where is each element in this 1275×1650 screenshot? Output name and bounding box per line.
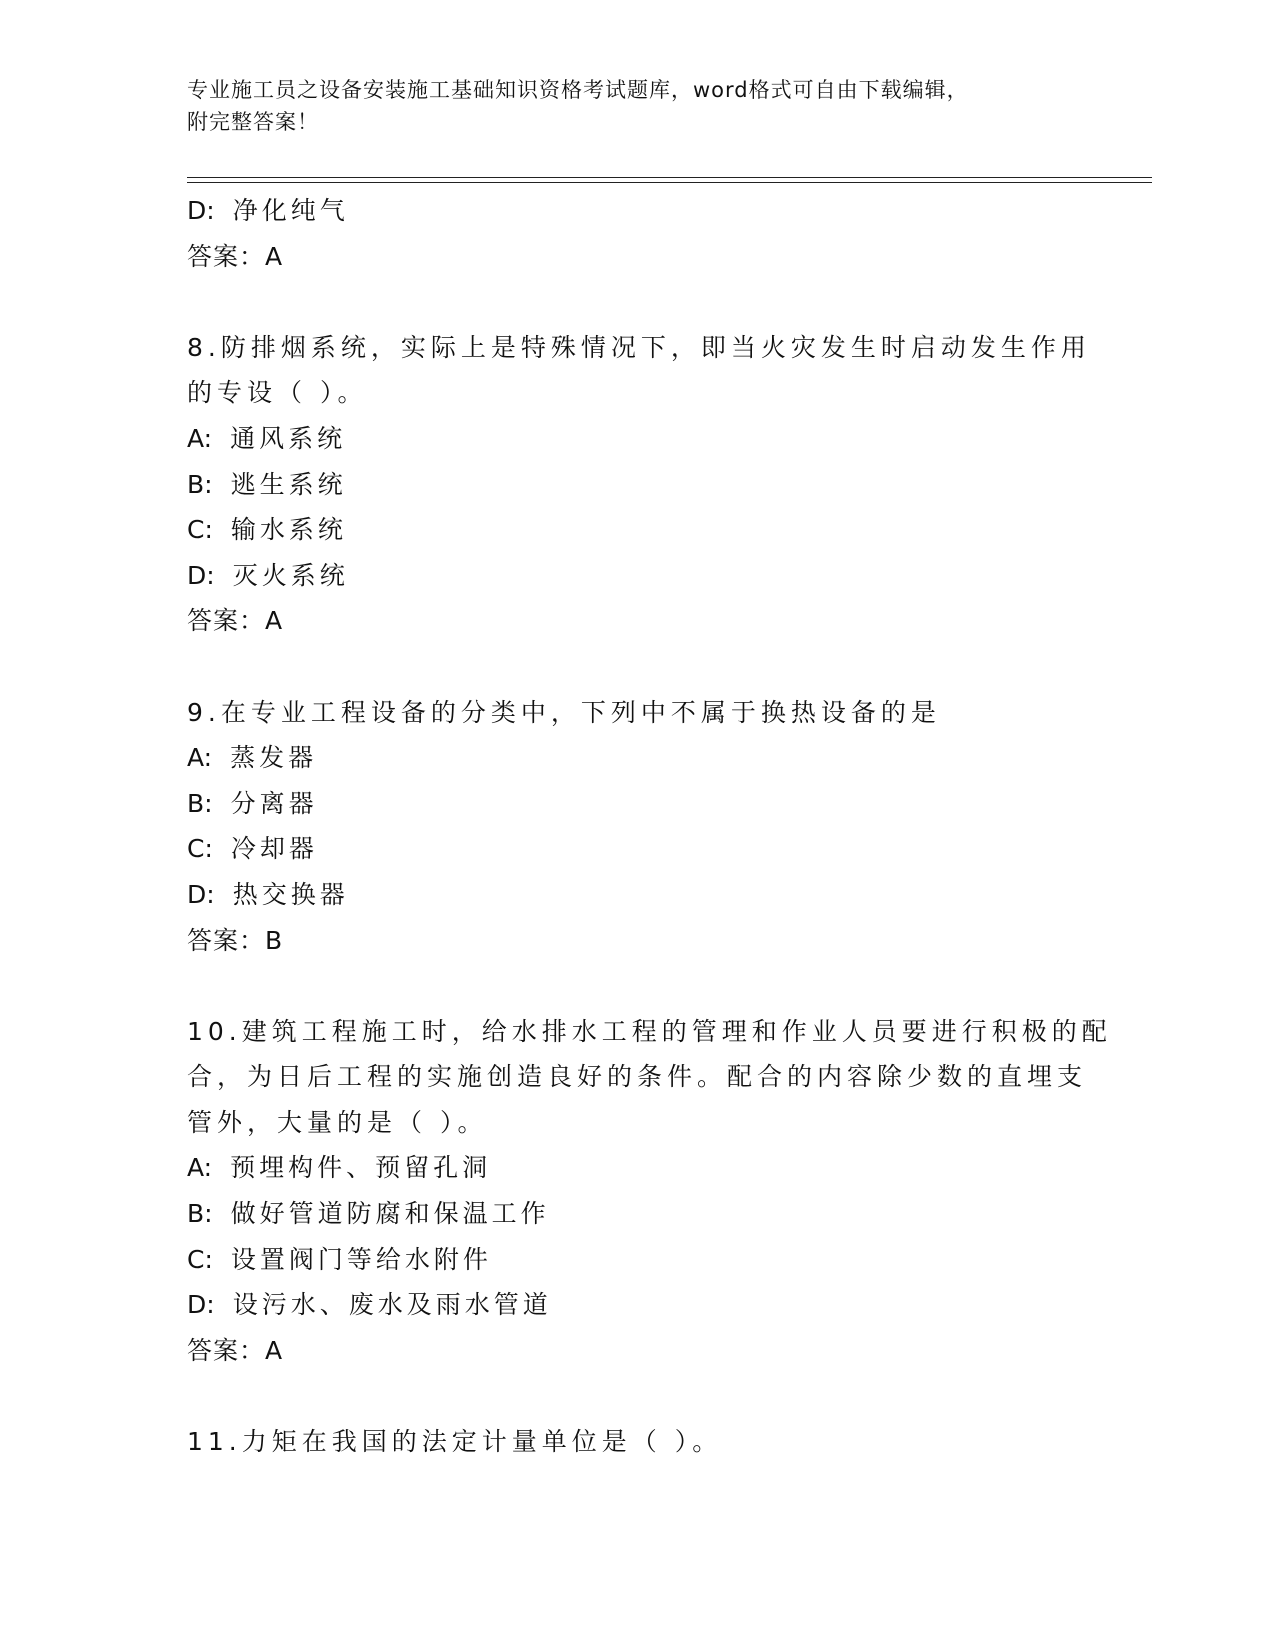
header-line-1: 专业施工员之设备安装施工基础知识资格考试题库，word格式可自由下载编辑， xyxy=(187,78,969,102)
document-header xyxy=(187,74,1087,138)
option-text: 预埋构件、预留孔洞 xyxy=(230,1153,492,1183)
option-letter: A: xyxy=(187,743,213,773)
answer-line: 答案：B xyxy=(187,925,284,955)
option-c xyxy=(187,826,1087,872)
option-d xyxy=(187,872,1087,918)
option-a xyxy=(187,416,1087,462)
option-text: 输水系统 xyxy=(230,515,347,545)
option-letter: B: xyxy=(187,788,213,818)
option-text: 设污水、废水及雨水管道 xyxy=(232,1290,552,1320)
option-text: 蒸发器 xyxy=(230,743,318,773)
header-line-2: 附完整答案！ xyxy=(187,110,319,134)
question-line: 9.在专业工程设备的分类中，下列中不属于换热设备的是 xyxy=(187,697,941,727)
option-d xyxy=(187,188,1087,234)
option-b xyxy=(187,462,1087,508)
option-text: 逃生系统 xyxy=(230,469,347,499)
option-letter: C: xyxy=(187,515,213,545)
option-text: 冷却器 xyxy=(230,834,318,864)
option-d xyxy=(187,553,1087,599)
option-letter: C: xyxy=(187,1244,213,1274)
answer-line: 答案：A xyxy=(187,241,284,271)
document-body xyxy=(187,188,1112,1465)
option-b xyxy=(187,781,1087,827)
question-10-text xyxy=(187,1009,1112,1146)
answer-line: 答案：A xyxy=(187,1335,284,1365)
question-9-text xyxy=(187,690,1087,736)
option-text: 分离器 xyxy=(230,788,318,818)
header-divider-bottom xyxy=(187,182,1152,183)
option-letter: B: xyxy=(187,1199,213,1229)
option-text: 净化纯气 xyxy=(232,196,349,225)
option-text: 做好管道防腐和保温工作 xyxy=(230,1199,550,1229)
option-text: 设置阀门等给水附件 xyxy=(230,1244,492,1274)
option-letter: D: xyxy=(187,560,215,590)
question-line: 合，为日后工程的实施创造良好的条件。配合的内容除少数的直埋支 xyxy=(187,1062,1088,1092)
question-11-text xyxy=(187,1419,1087,1465)
answer-line: 答案：A xyxy=(187,606,284,636)
option-c xyxy=(187,507,1087,553)
option-b xyxy=(187,1191,1087,1237)
option-a xyxy=(187,735,1087,781)
question-8-text xyxy=(187,325,1091,416)
question-line: 11.力矩在我国的法定计量单位是（ ）。 xyxy=(187,1427,723,1457)
option-letter: D: xyxy=(187,1290,215,1320)
option-a xyxy=(187,1145,1087,1191)
question-line: 的专设（ ）。 xyxy=(187,378,368,408)
option-letter: C: xyxy=(187,834,213,864)
option-letter: A: xyxy=(187,1153,213,1183)
question-line: 10.建筑工程施工时，给水排水工程的管理和作业人员要进行积极的配 xyxy=(187,1016,1112,1046)
option-d xyxy=(187,1282,1087,1328)
option-text: 热交换器 xyxy=(232,879,349,909)
option-c xyxy=(187,1237,1087,1283)
option-text: 灭火系统 xyxy=(232,560,349,590)
question-line: 管外，大量的是（ ）。 xyxy=(187,1107,488,1137)
option-letter: D: xyxy=(187,196,215,225)
question-line: 8.防排烟系统，实际上是特殊情况下，即当火灾发生时启动发生作用 xyxy=(187,332,1091,362)
header-divider-top xyxy=(187,177,1152,178)
option-letter: D: xyxy=(187,879,215,909)
option-letter: A: xyxy=(187,423,213,453)
option-letter: B: xyxy=(187,469,213,499)
option-text: 通风系统 xyxy=(230,423,347,453)
